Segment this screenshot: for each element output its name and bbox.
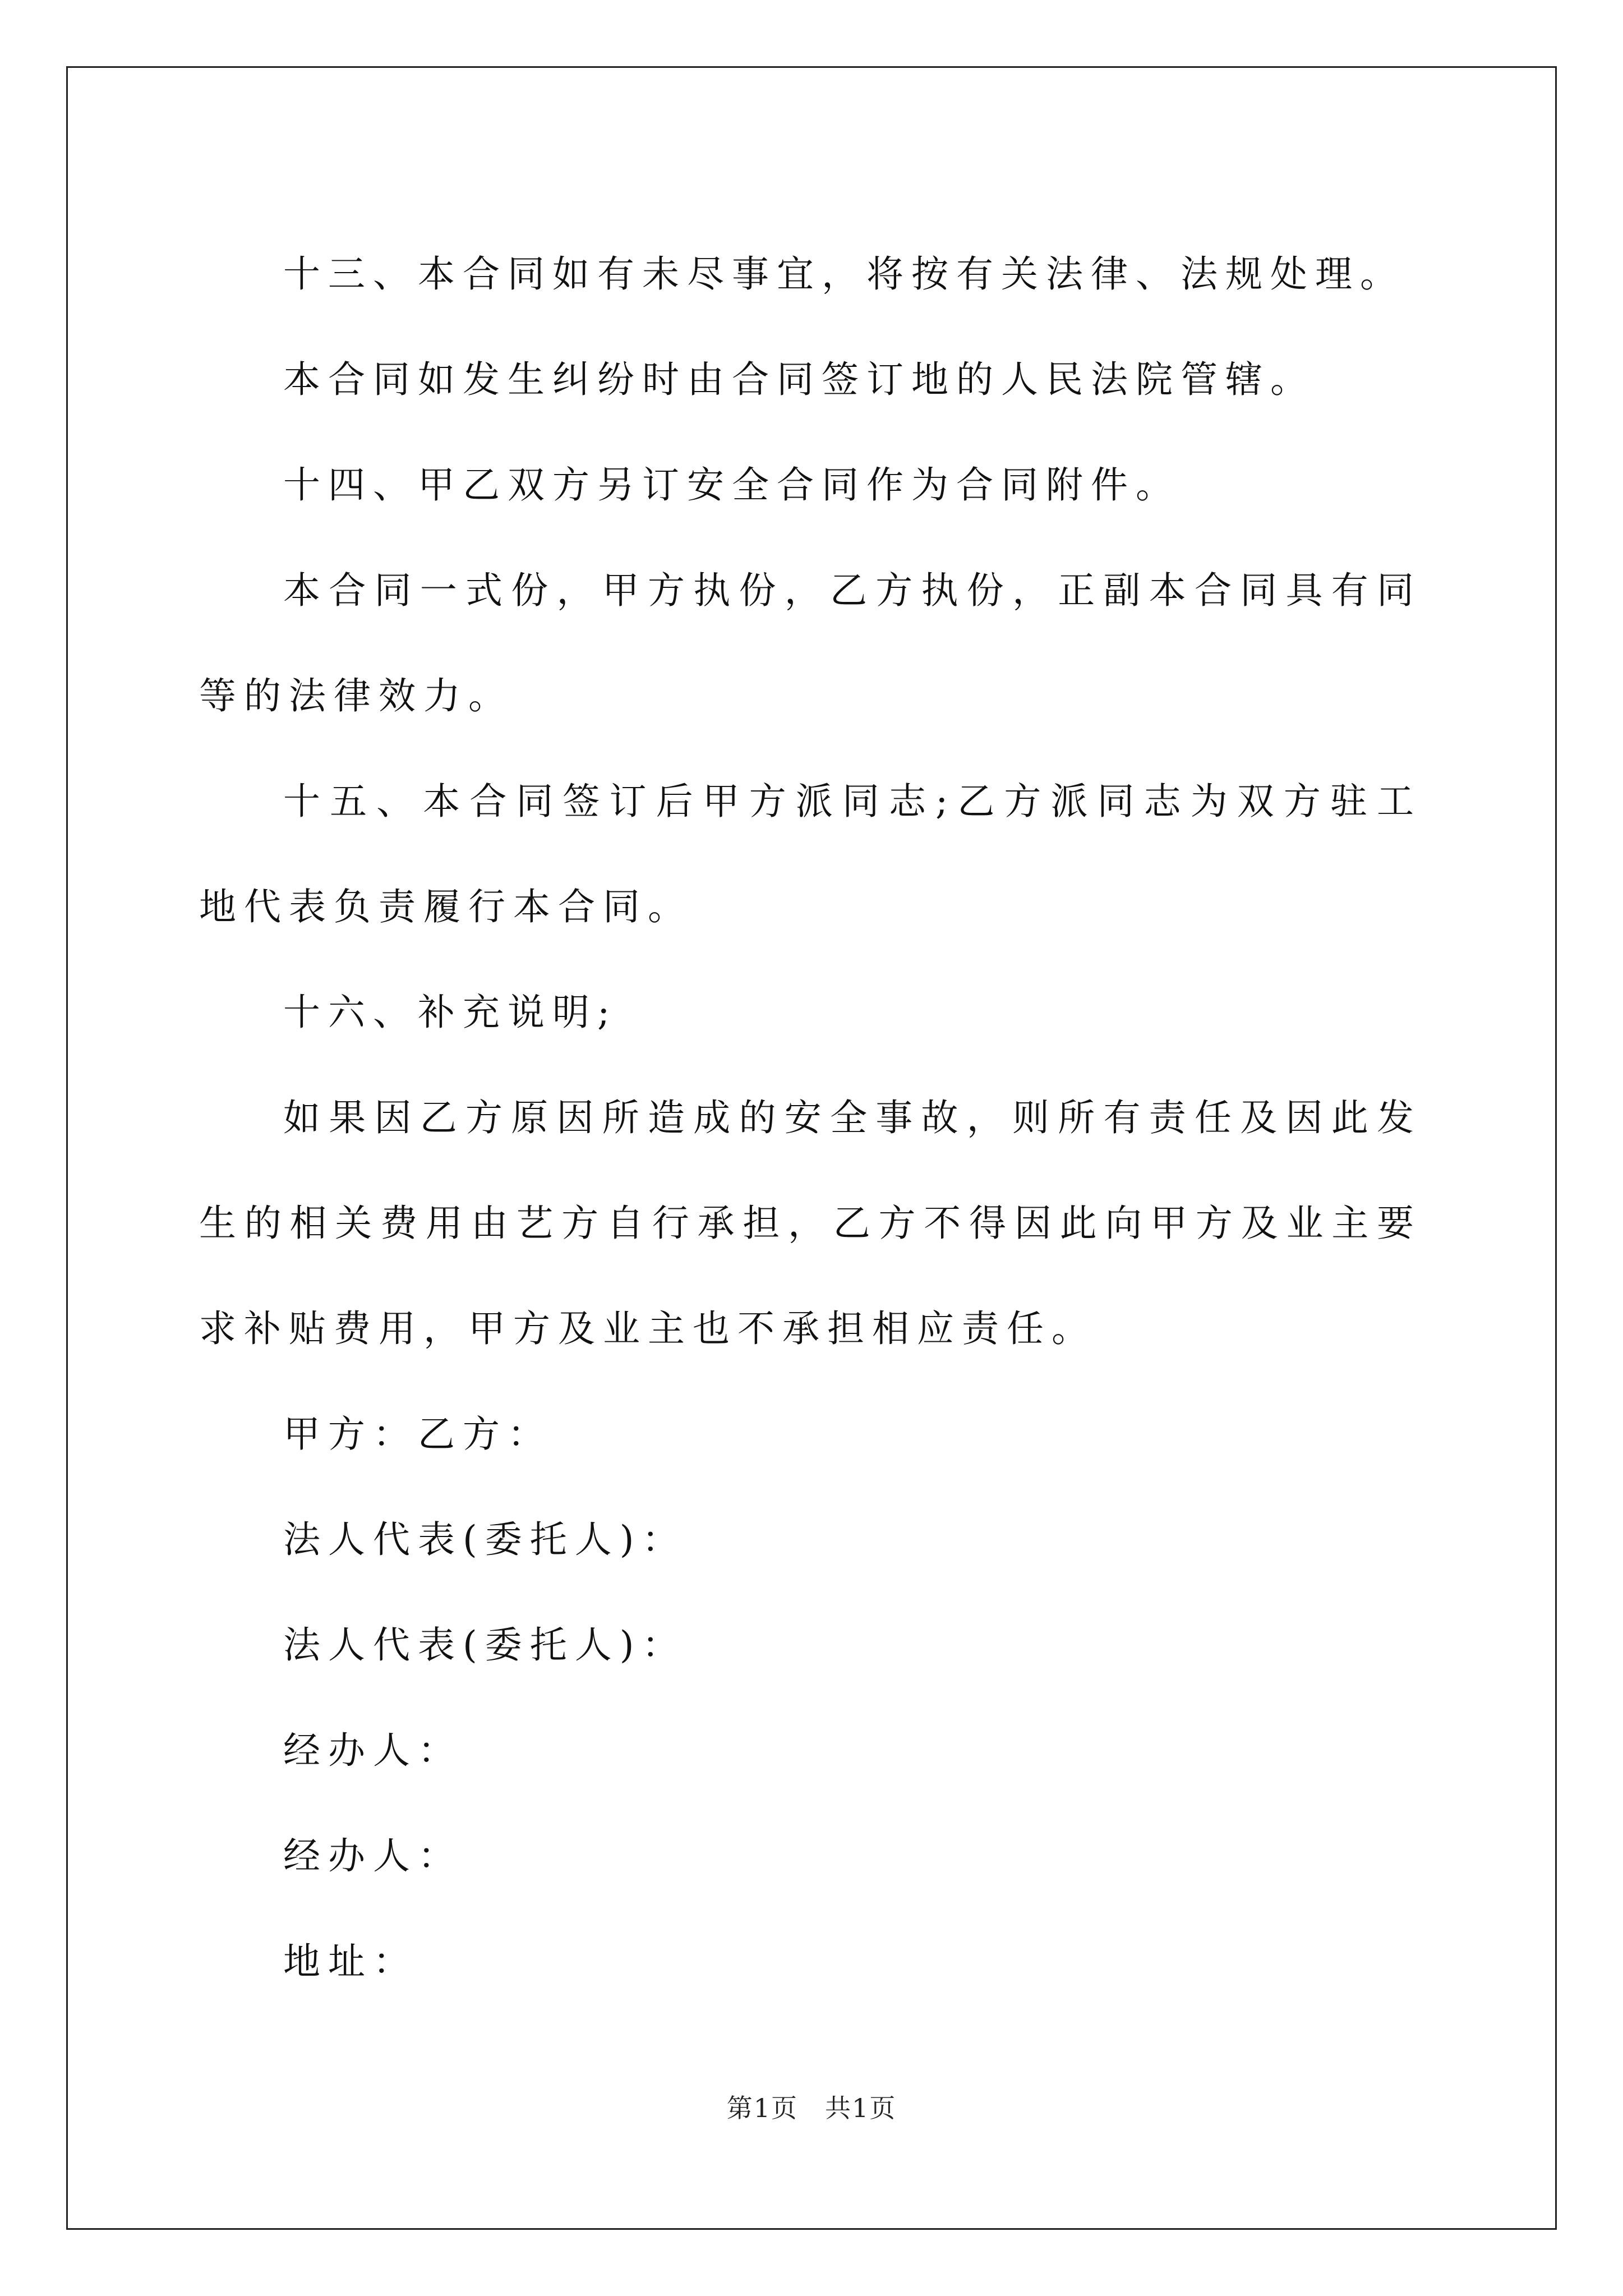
address-line: 地址： [283,1940,418,1983]
legal-rep-line-b: 法人代表(委托人)： [283,1623,687,1667]
legal-rep-line-a: 法人代表(委托人)： [283,1518,687,1561]
copies-paragraph: 本合同一式份，甲方执份，乙方执份，正副本合同具有同等的法律效力。 [199,569,1422,717]
document-body [199,222,1422,2014]
liability-paragraph: 如果因乙方原因所造成的安全事故，则所有责任及因此发生的相关费用由艺方自行承担，乙方不得因此向甲方及业主要求补贴费用，甲方及业主也不承担相应责任。 [199,1096,1422,1350]
jurisdiction-paragraph: 本合同如发生纠纷时由合同签订地的人民法院管辖。 [283,358,1315,401]
parties-line: 甲方：乙方： [283,1412,552,1456]
clause-13-paragraph: 十三、本合同如有未尽事宜，将按有关法律、法规处理。 [283,252,1405,296]
clause-14-paragraph: 十四、甲乙双方另订安全合同作为合同附件。 [283,463,1181,507]
handler-line-b: 经办人： [283,1834,463,1878]
clause-16-paragraph: 十六、补充说明; [283,991,618,1034]
page-number: 第1页 共1页 [726,2093,897,2123]
clause-15-paragraph: 十五、本合同签订后甲方派同志;乙方派同志为双方驻工地代表负责履行本合同。 [199,780,1422,928]
handler-line-a: 经办人： [283,1729,463,1772]
